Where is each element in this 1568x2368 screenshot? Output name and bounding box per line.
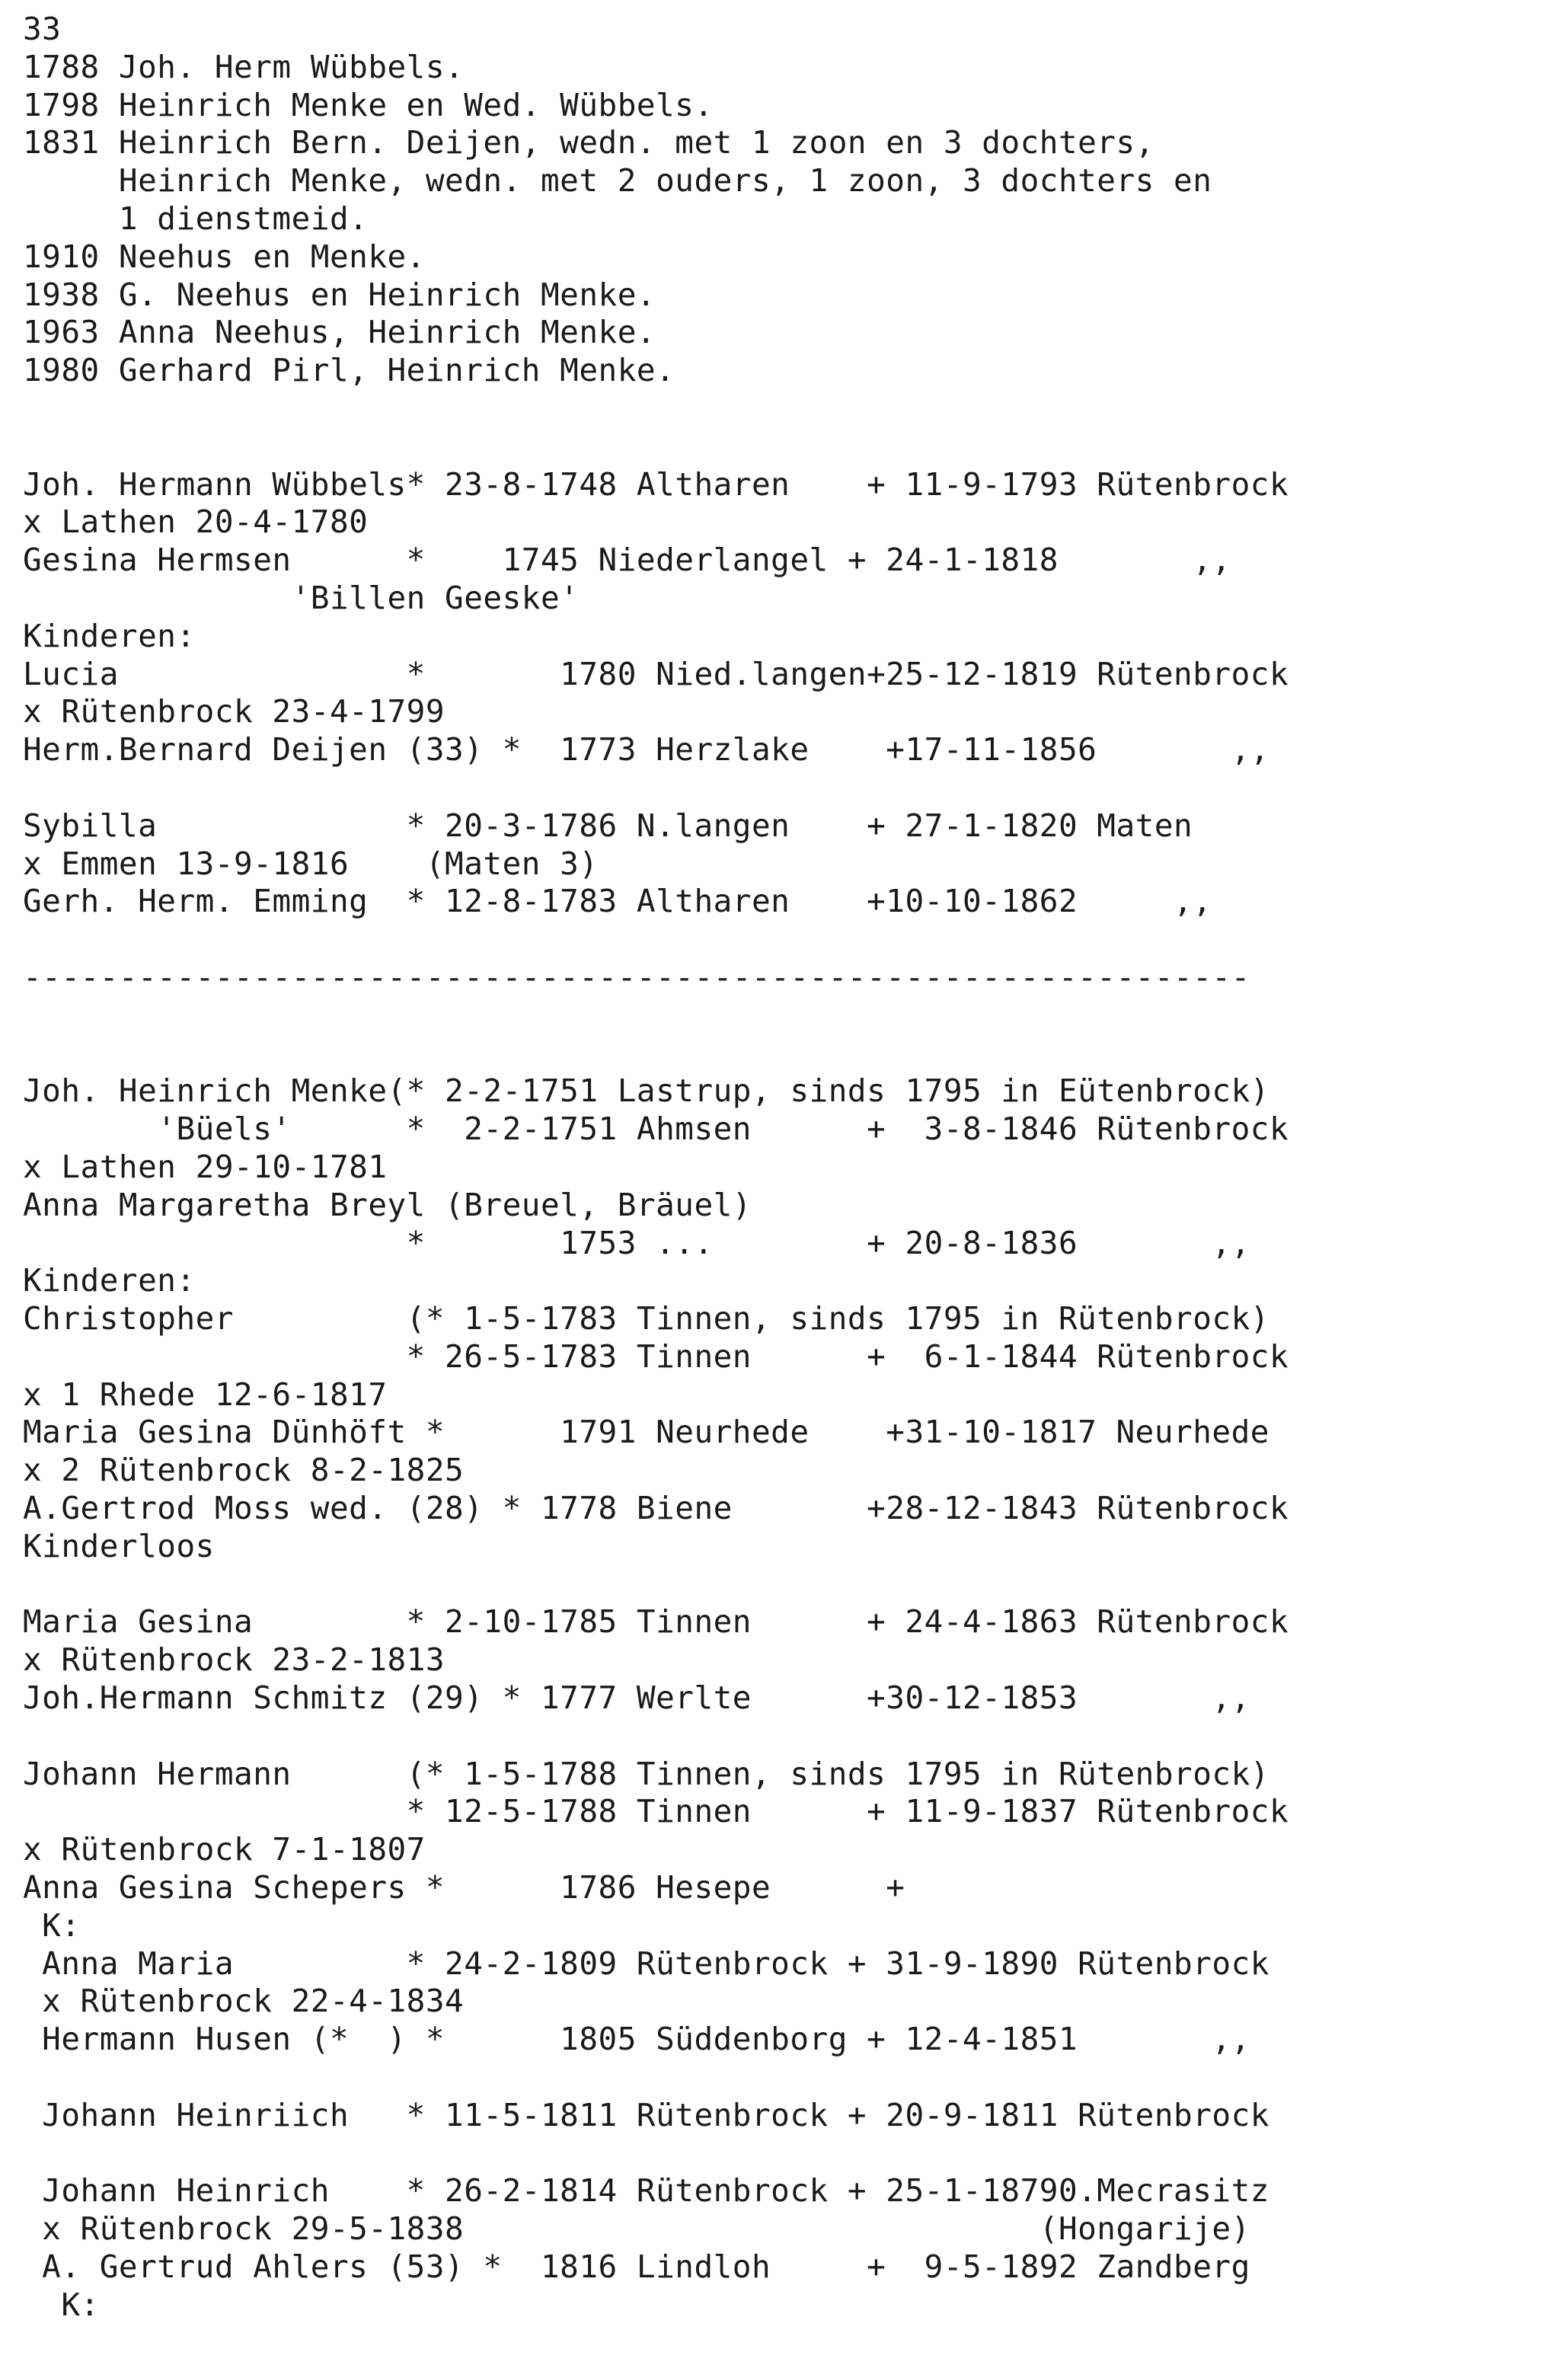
text-line: x Lathen 20-4-1780 [23,503,369,541]
text-line: 1788 Joh. Herm Wübbels. [23,48,465,85]
text-line: Gerh. Herm. Emming * 12-8-1783 Altharen +10-10-1862 ,, [23,883,1212,920]
text-line [23,921,1546,959]
text-line: Maria Gesina * 2-10-1785 Tinnen + 24-4-1863 Rütenbrock [23,1603,1289,1641]
text-line: 1 dienstmeid. [23,200,369,237]
text-line [23,1566,1546,1604]
text-line: K: [23,1906,81,1944]
text-line: Hermann Husen (* ) * 1805 Süddenborg + 12-4-1851 ,, [23,2021,1250,2058]
text-line [23,769,1546,807]
text-line: x 1 Rhede 12-6-1817 [23,1376,388,1413]
text-line: Gesina Hermsen * 1745 Niederlangel + 24-1-1818 ,, [23,542,1231,579]
text-line: A. Gertrud Ahlers (53) * 1816 Lindloh + 9-5-1892 Zandberg [23,2248,1250,2286]
text-line: x Emmen 13-9-1816 (Maten 3) [23,845,599,882]
text-line: 'Büels' * 2-2-1751 Ahmsen + 3-8-1846 Rütenbrock [23,1110,1289,1148]
text-line: 1910 Neehus en Menke. [23,238,426,275]
page-number: 33 [23,11,62,47]
text-line: Johann Hermann (* 1-5-1788 Tinnen, sinds 1795 in Rütenbrock) [23,1755,1269,1792]
text-line [23,2135,1546,2173]
text-line: 'Billen Geeske' [23,579,580,616]
text-line: Lucia * 1780 Nied.langen+25-12-1819 Rütenbrock [23,655,1289,692]
text-line: Joh.Hermann Schmitz (29) * 1777 Werlte +30-12-1853 ,, [23,1679,1250,1717]
text-line [23,1718,1546,1756]
text-line: x Lathen 29-10-1781 [23,1148,388,1185]
text-line: Johann Heinriich * 11-5-1811 Rütenbrock + 20-9-1811 Rütenbrock [23,2096,1269,2133]
text-line: 1963 Anna Neehus, Heinrich Menke. [23,314,656,351]
text-line: x Rütenbrock 23-4-1799 [23,693,445,730]
text-line: 1980 Gerhard Pirl, Heinrich Menke. [23,352,675,389]
text-line: x Rütenbrock 23-2-1813 [23,1641,445,1679]
text-line [23,428,1546,466]
text-line: Joh. Hermann Wübbels* 23-8-1748 Altharen + 11-9-1793 Rütenbrock [23,465,1289,503]
separator-line: ---------------------------------------------------------------- [23,958,1250,995]
text-line: * 12-5-1788 Tinnen + 11-9-1837 Rütenbrock [23,1793,1289,1830]
text-line: Herm.Bernard Deijen (33) * 1773 Herzlake +17-11-1856 ,, [23,731,1269,769]
text-line: Joh. Heinrich Menke(* 2-2-1751 Lastrup, sinds 1795 in Eütenbrock) [23,1072,1269,1110]
text-line: * 1753 ... + 20-8-1836 ,, [23,1224,1250,1261]
text-line: Heinrich Menke, wedn. met 2 ouders, 1 zoon, 3 dochters en [23,162,1212,200]
text-line: 1938 G. Neehus en Heinrich Menke. [23,276,656,313]
text-line: Anna Maria * 24-2-1809 Rütenbrock + 31-9-1890 Rütenbrock [23,1945,1269,1982]
text-line [23,390,1546,428]
text-line: x Rütenbrock 22-4-1834 [23,1983,465,2020]
text-line: Anna Margaretha Breyl (Breuel, Bräuel) [23,1186,752,1223]
text-line: Johann Heinrich * 26-2-1814 Rütenbrock + 25-1-18790.Mecrasitz [23,2172,1269,2210]
text-line: Kinderloos [23,1527,215,1564]
text-line: Sybilla * 20-3-1786 N.langen + 27-1-1820 Maten [23,807,1193,844]
text-line [23,997,1546,1035]
text-line: x Rütenbrock 7-1-1807 [23,1831,426,1868]
text-line: x 2 Rütenbrock 8-2-1825 [23,1452,465,1489]
text-line: x Rütenbrock 29-5-1838 (Hongarije) [23,2210,1250,2248]
text-line [23,2059,1546,2097]
text-line: 1798 Heinrich Menke en Wed. Wübbels. [23,86,714,123]
text-line: A.Gertrod Moss wed. (28) * 1778 Biene +28-12-1843 Rütenbrock [23,1490,1289,1527]
text-line [23,1035,1546,1073]
text-line: Christopher (* 1-5-1783 Tinnen, sinds 1795 in Rütenbrock) [23,1300,1269,1337]
text-line: K: [23,2286,100,2323]
text-line: Kinderen: [23,617,196,654]
text-line: 1831 Heinrich Bern. Deijen, wedn. met 1 zoon en 3 dochters, [23,124,1154,161]
text-line: Maria Gesina Dünhöft * 1791 Neurhede +31-10-1817 Neurhede [23,1414,1269,1451]
document-page [23,11,1546,2325]
text-line: Anna Gesina Schepers * 1786 Hesepe + [23,1869,905,1906]
text-line: * 26-5-1783 Tinnen + 6-1-1844 Rütenbrock [23,1337,1289,1375]
text-line: Kinderen: [23,1262,196,1299]
